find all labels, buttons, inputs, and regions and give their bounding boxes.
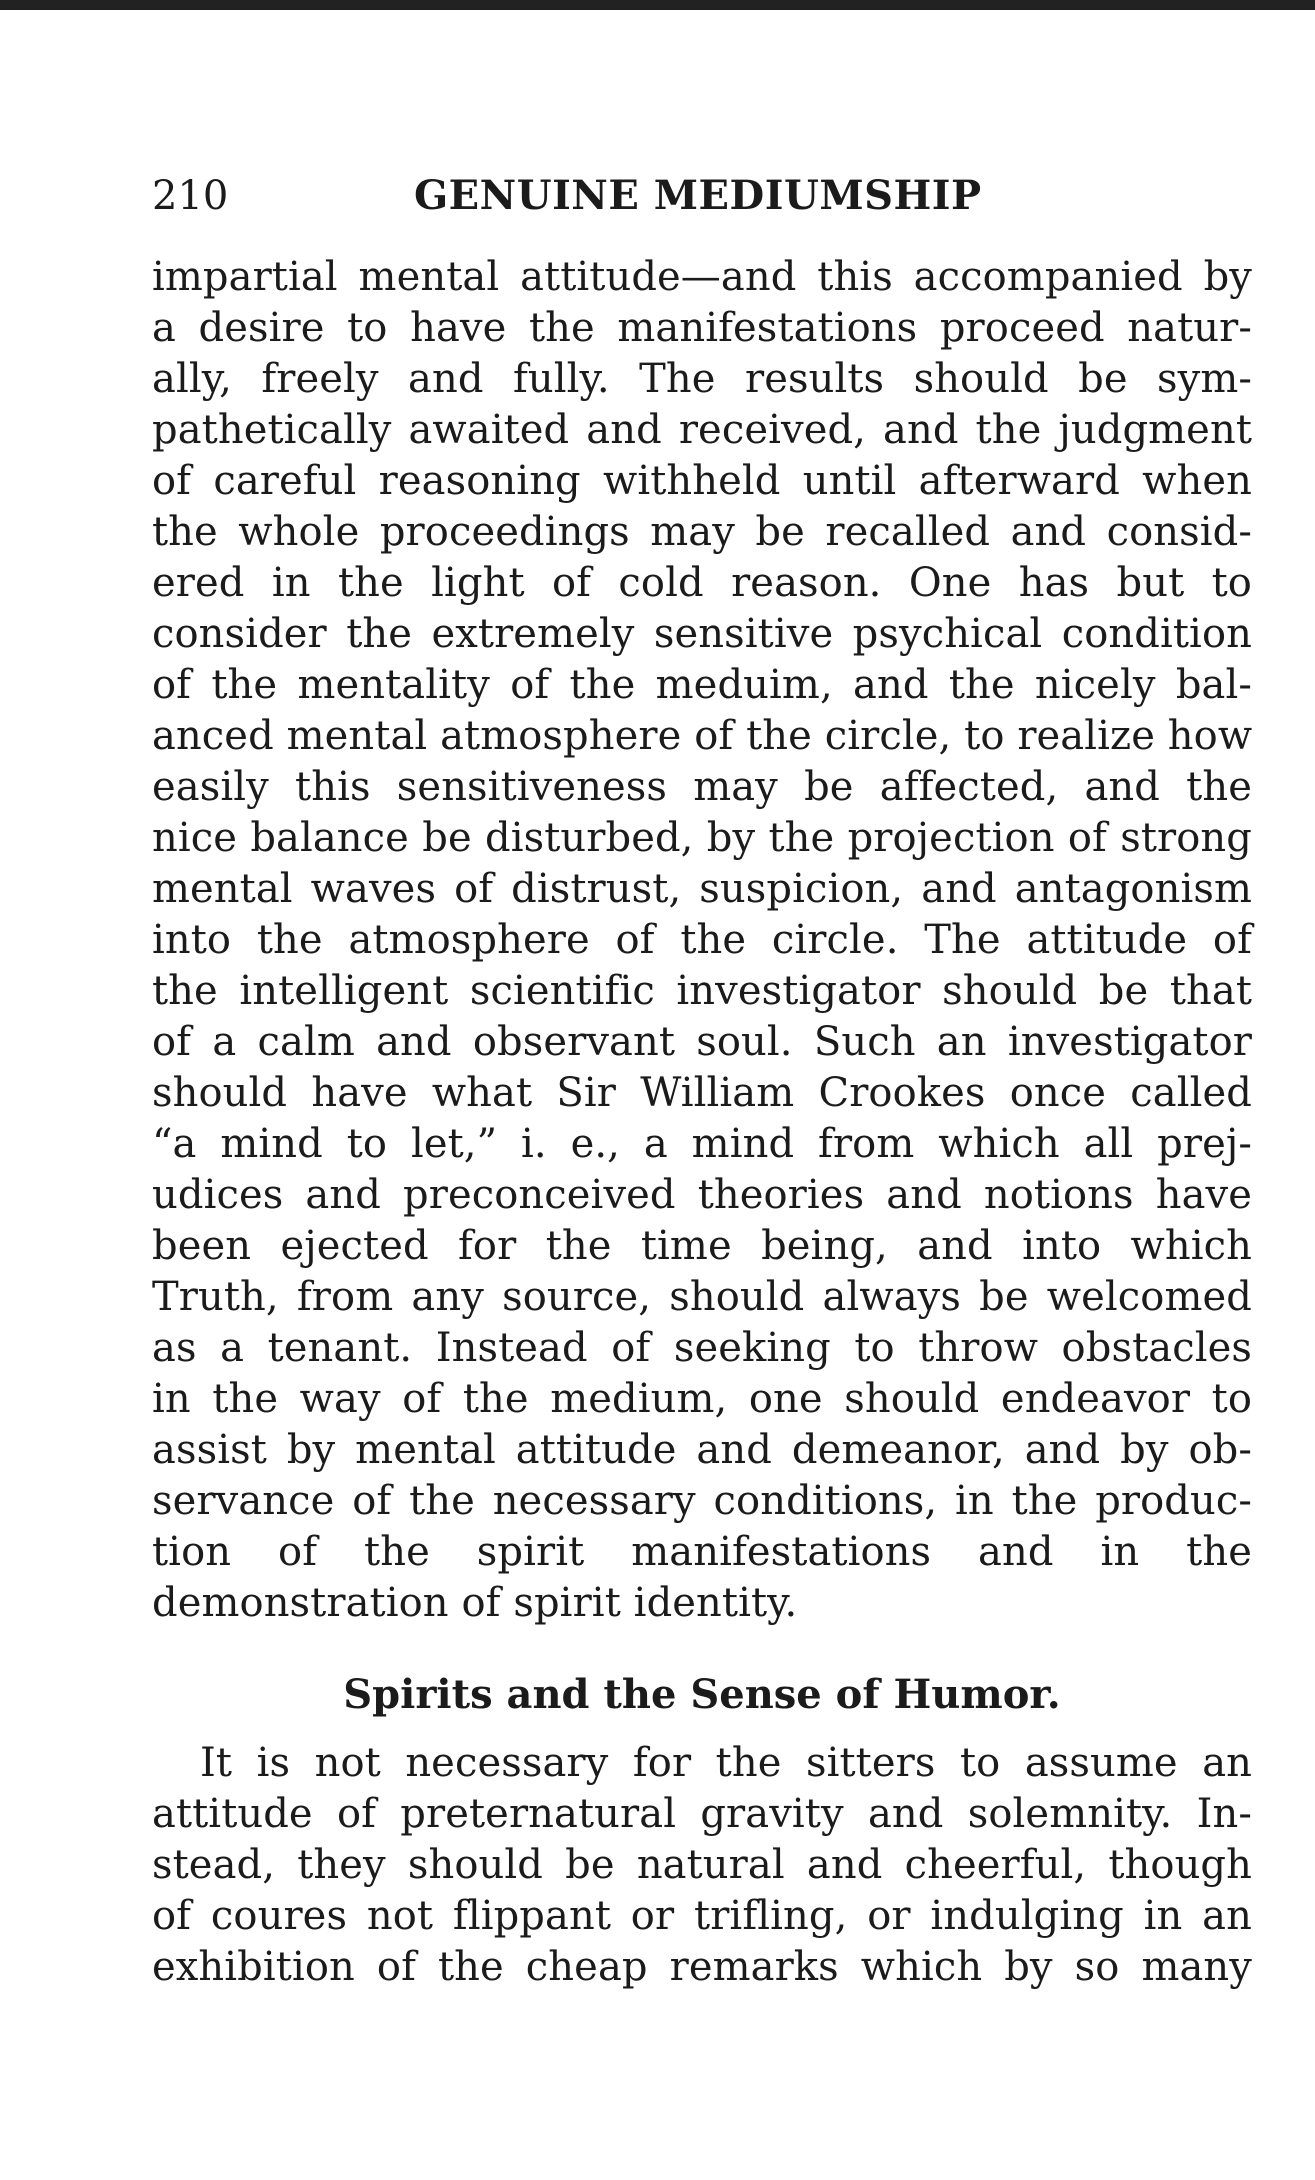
section-paragraph bbox=[152, 1738, 1252, 1993]
text-line: tion of the spirit manifestations and in the bbox=[152, 1529, 1252, 1575]
text-line: in the way of the medium, one should endeavor to bbox=[152, 1376, 1252, 1422]
text-line: nice balance be disturbed, by the projection of strong bbox=[152, 815, 1252, 861]
text-line: of a calm and observant soul. Such an investigator bbox=[152, 1019, 1252, 1065]
text-line: ally, freely and fully. The results should be sym- bbox=[152, 356, 1252, 402]
text-line: stead, they should be natural and cheerful, though bbox=[152, 1842, 1252, 1888]
text-line: anced mental atmosphere of the circle, to realize how bbox=[152, 713, 1253, 759]
page-top-edge bbox=[0, 0, 1315, 10]
running-title: GENUINE MEDIUMSHIP bbox=[414, 172, 982, 219]
text-line: the intelligent scientific investigator should be that bbox=[152, 968, 1252, 1014]
text-line: of the mentality of the meduim, and the nicely bal- bbox=[152, 662, 1252, 708]
text-line: consider the extremely sensitive psychical condition bbox=[152, 611, 1252, 657]
page-number: 210 bbox=[152, 173, 229, 219]
text-line: the whole proceedings may be recalled and consid- bbox=[152, 509, 1252, 555]
text-line: as a tenant. Instead of seeking to throw obstacles bbox=[152, 1325, 1252, 1371]
section-heading: Spirits and the Sense of Humor. bbox=[343, 1671, 1061, 1718]
text-line: “a mind to let,” i. e., a mind from which all prej- bbox=[152, 1121, 1252, 1167]
text-line: should have what Sir William Crookes once called bbox=[152, 1070, 1252, 1116]
text-line: udices and preconceived theories and notions have bbox=[152, 1172, 1252, 1218]
text-line: attitude of preternatural gravity and solemnity. In- bbox=[152, 1791, 1252, 1837]
body-paragraph bbox=[152, 252, 1252, 1629]
text-line: a desire to have the manifestations proceed natur- bbox=[152, 305, 1252, 351]
text-line: easily this sensitiveness may be affected, and the bbox=[152, 764, 1252, 810]
text-line: It is not necessary for the sitters to assume an bbox=[200, 1740, 1252, 1786]
text-line: Truth, from any source, should always be welcomed bbox=[152, 1274, 1252, 1320]
text-line: of careful reasoning withheld until afterward when bbox=[152, 458, 1252, 504]
text-line: impartial mental attitude—and this accompanied by bbox=[152, 254, 1252, 300]
text-line: ered in the light of cold reason. One has but to bbox=[152, 560, 1252, 606]
text-line: pathetically awaited and received, and the judgment bbox=[152, 407, 1252, 453]
text-line: been ejected for the time being, and into which bbox=[152, 1223, 1252, 1269]
text-line: mental waves of distrust, suspicion, and antagonism bbox=[152, 866, 1252, 912]
text-line: into the atmosphere of the circle. The attitude of bbox=[152, 917, 1252, 963]
text-line: demonstration of spirit identity. bbox=[152, 1580, 798, 1626]
text-line: servance of the necessary conditions, in the produc- bbox=[152, 1478, 1252, 1524]
text-line: of coures not flippant or trifling, or indulging in an bbox=[152, 1893, 1252, 1939]
running-head bbox=[152, 168, 1252, 224]
text-line: exhibition of the cheap remarks which by so many bbox=[152, 1944, 1252, 1990]
text-line: assist by mental attitude and demeanor, and by ob- bbox=[152, 1427, 1252, 1473]
